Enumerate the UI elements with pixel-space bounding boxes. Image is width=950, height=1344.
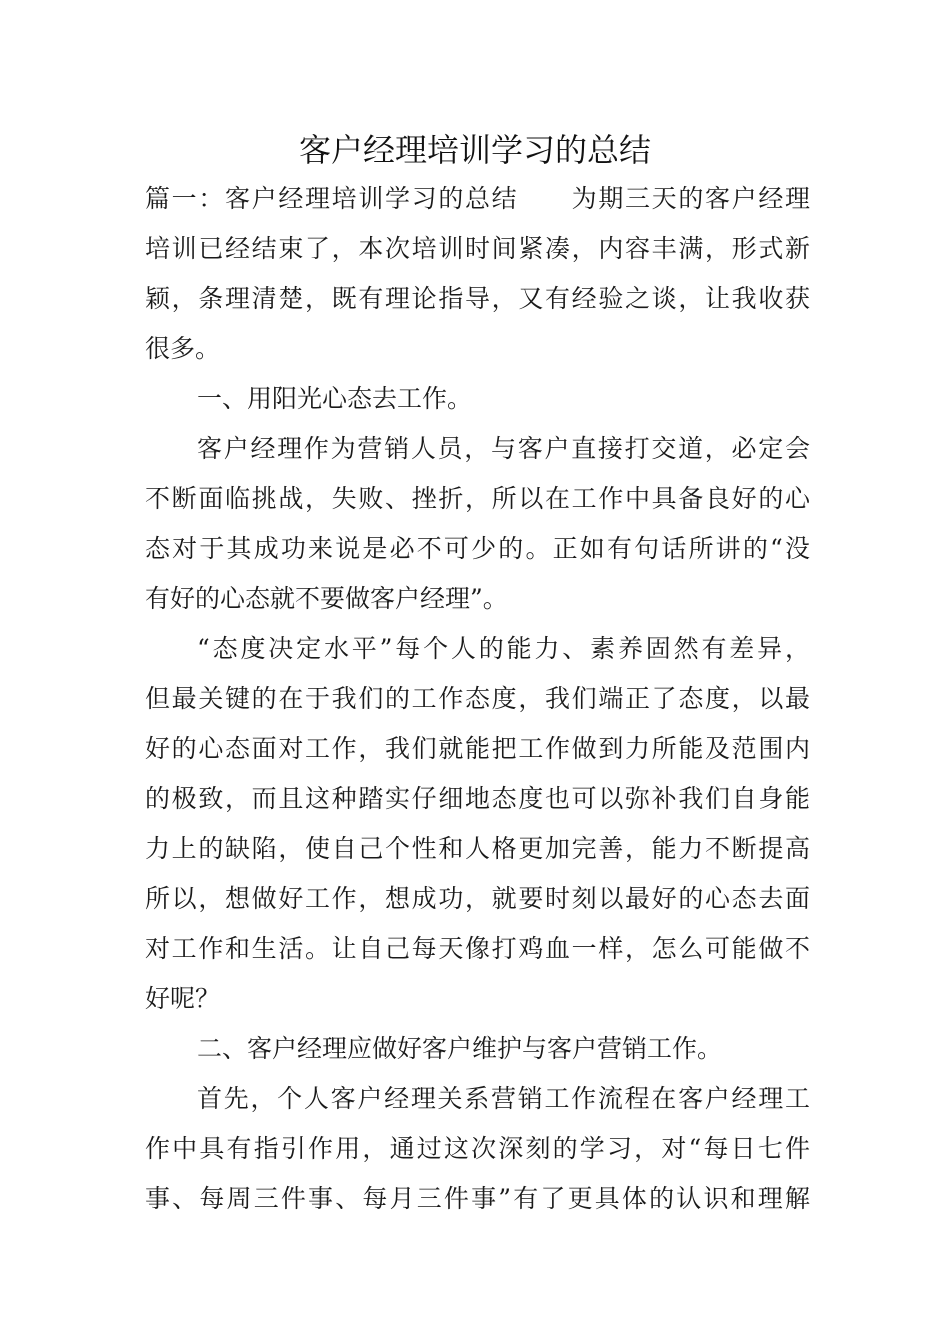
- text-line: 好的心态面对工作，我们就能把工作做到力所能及范围内: [145, 734, 810, 763]
- document-body: [145, 174, 810, 1224]
- text-line: 作中具有指引作用，通过这次深刻的学习，对“每日七件: [145, 1134, 810, 1163]
- text-line: “态度决定水平”每个人的能力、素养固然有差异，: [197, 634, 810, 663]
- text-line: 态对于其成功来说是必不可少的。正如有句话所讲的“没: [145, 534, 810, 563]
- text-line: 二、客户经理应做好客户维护与客户营销工作。: [197, 1034, 723, 1063]
- text-line: 很多。: [145, 334, 221, 363]
- text-line: 对工作和生活。让自己每天像打鸡血一样，怎么可能做不: [145, 934, 810, 963]
- text-line: 力上的缺陷，使自己个性和人格更加完善，能力不断提高: [145, 834, 810, 863]
- text-line: 但最关键的在于我们的工作态度，我们端正了态度，以最: [145, 684, 810, 713]
- text-line: 事、每周三件事、每月三件事”有了更具体的认识和理解: [145, 1184, 810, 1213]
- text-line: 颖，条理清楚，既有理论指导，又有经验之谈，让我收获: [145, 284, 810, 313]
- text-line: 客户经理作为营销人员，与客户直接打交道，必定会: [197, 434, 810, 463]
- text-line: 首先，个人客户经理关系营销工作流程在客户经理工: [197, 1084, 810, 1113]
- text-line: 培训已经结束了，本次培训时间紧凑，内容丰满，形式新: [145, 234, 810, 263]
- text-line: 好呢？: [145, 984, 221, 1013]
- text-line: 不断面临挑战，失败、挫折，所以在工作中具备良好的心: [145, 484, 810, 513]
- text-line: 有好的心态就不要做客户经理”。: [145, 584, 508, 613]
- text-line: 的极致，而且这种踏实仔细地态度也可以弥补我们自身能: [145, 784, 810, 813]
- text-line: 一、用阳光心态去工作。: [197, 384, 473, 413]
- document-title: 客户经理培训学习的总结: [298, 131, 651, 169]
- text-line: 篇一：客户经理培训学习的总结 为期三天的客户经理: [145, 184, 810, 213]
- text-line: 所以，想做好工作，想成功，就要时刻以最好的心态去面: [145, 884, 810, 913]
